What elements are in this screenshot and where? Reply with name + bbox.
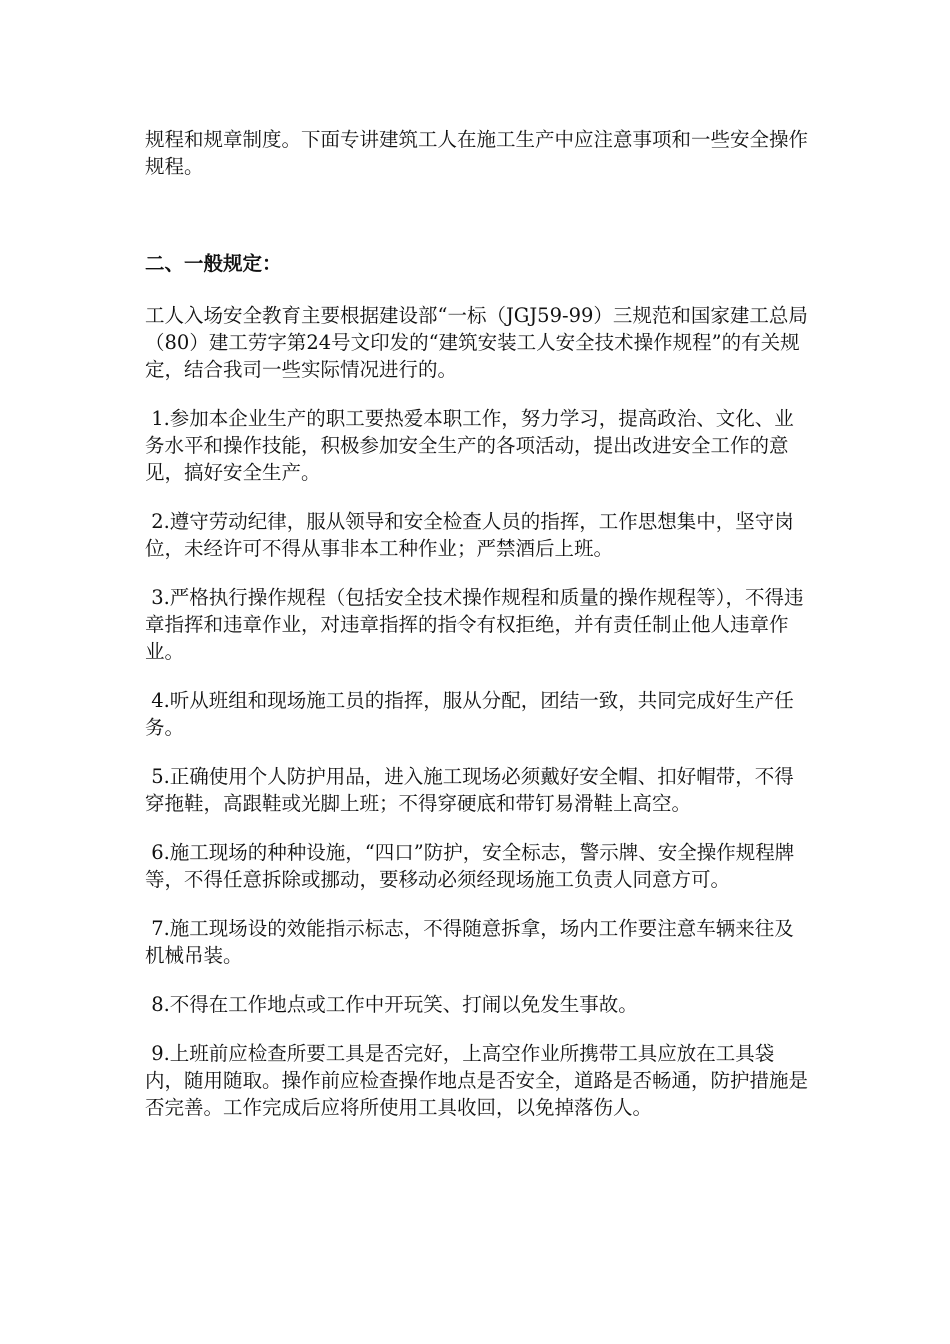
document-body bbox=[145, 126, 810, 1121]
section-intro-paragraph: 工人入场安全教育主要根据建设部“一标（JGJ59-99）三规范和国家建工总局（80）建工劳字第24号文印发的“建筑安装工人安全技术操作规程”的有关规定，结合我司一些实际情况进行的。 bbox=[145, 304, 808, 381]
rule-item-3: 3.严格执行操作规程（包括安全技术操作规程和质量的操作规程等），不得违章指挥和违章作业，对违章指挥的指令有权拒绝，并有责任制止他人违章作业。 bbox=[145, 586, 804, 663]
rule-item-2: 2.遵守劳动纪律，服从领导和安全检查人员的指挥，工作思想集中，坚守岗位，未经许可不得从事非本工种作业；严禁酒后上班。 bbox=[145, 510, 794, 560]
rule-item-8: 8.不得在工作地点或工作中开玩笑、打闹以免发生事故。 bbox=[145, 993, 638, 1016]
section-heading: 二、一般规定： bbox=[145, 252, 282, 275]
rule-item-7: 7.施工现场设的效能指示标志，不得随意拆拿，场内工作要注意车辆来往及机械吊装。 bbox=[145, 917, 794, 967]
rule-item-4: 4.听从班组和现场施工员的指挥，服从分配，团结一致，共同完成好生产任务。 bbox=[145, 689, 794, 739]
rule-item-1: 1.参加本企业生产的职工要热爱本职工作，努力学习，提高政治、文化、业务水平和操作技能，积极参加安全生产的各项活动，提出改进安全工作的意见，搞好安全生产。 bbox=[145, 407, 794, 484]
rule-item-9: 9.上班前应检查所要工具是否完好，上高空作业所携带工具应放在工具袋内，随用随取。操作前应检查操作地点是否安全，道路是否畅通，防护措施是否完善。工作完成后应将所使用工具收回，以免掉落伤人。 bbox=[145, 1042, 809, 1119]
rule-item-5: 5.正确使用个人防护用品，进入施工现场必须戴好安全帽、扣好帽带，不得穿拖鞋，高跟鞋或光脚上班；不得穿硬底和带钉易滑鞋上高空。 bbox=[145, 765, 794, 815]
intro-paragraph: 规程和规章制度。下面专讲建筑工人在施工生产中应注意事项和一些安全操作规程。 bbox=[145, 128, 809, 178]
rule-item-6: 6.施工现场的种种设施，“四口”防护，安全标志，警示牌、安全操作规程牌等，不得任意拆除或挪动，要移动必须经现场施工负责人同意方可。 bbox=[145, 841, 795, 891]
